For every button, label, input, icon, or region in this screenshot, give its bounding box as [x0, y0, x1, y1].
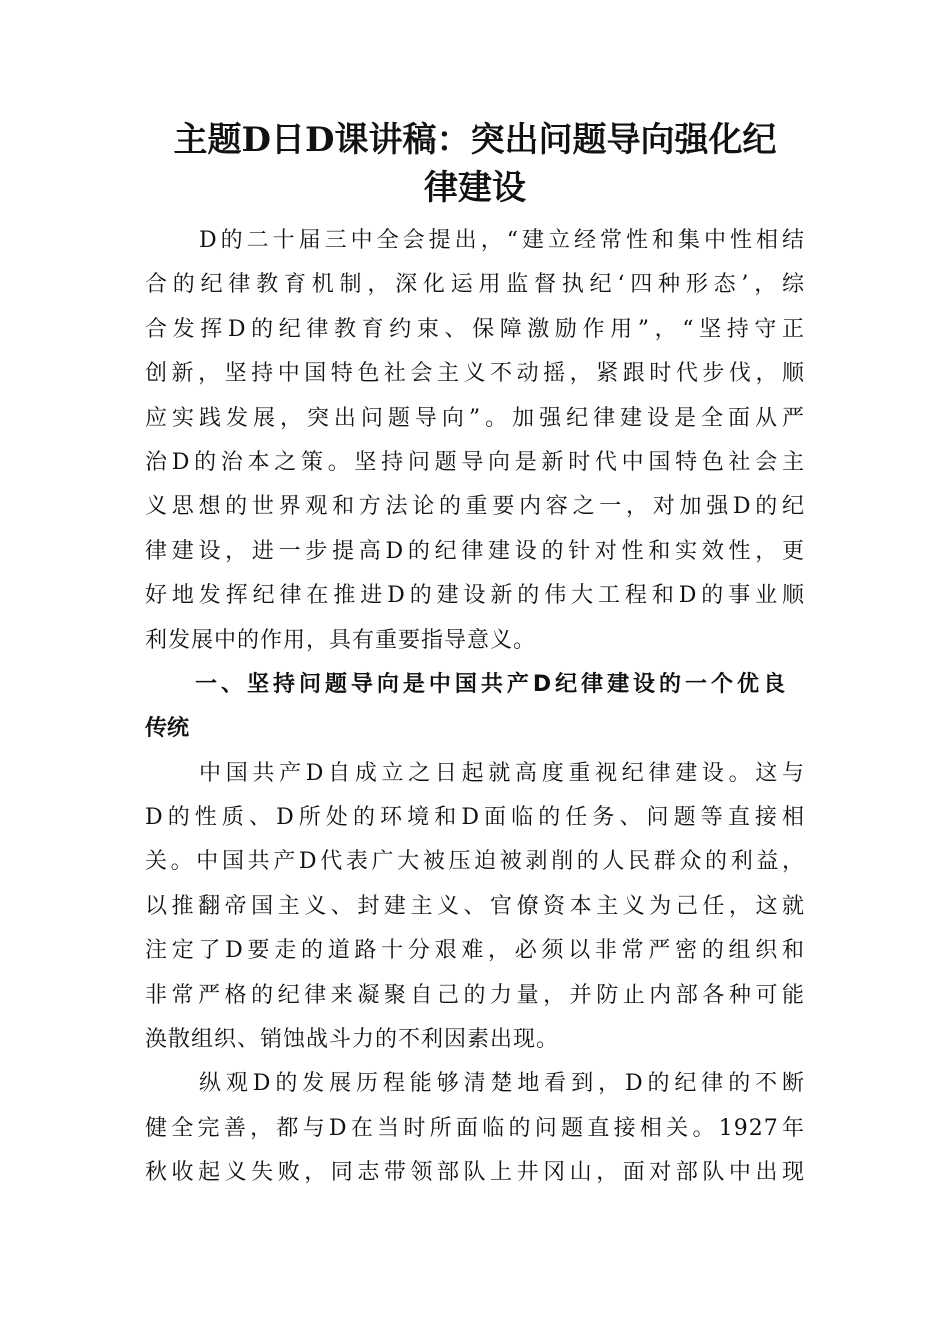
text-line: 合的纪律教育机制，深化运用监督执纪‘四种形态’，综 [145, 272, 805, 298]
title-line: 主题D日D课讲稿：突出问题导向强化纪 [173, 120, 777, 160]
text-line: 健全完善，都与D在当时所面临的问题直接相关。1927年 [145, 1115, 805, 1141]
section-heading [145, 663, 805, 752]
text-line: 应实践发展，突出问题导向”。加强纪律建设是全面从严 [145, 405, 805, 431]
text-line: 好地发挥纪律在推进D的建设新的伟大工程和D的事业顺 [145, 583, 805, 609]
text-line: D的二十届三中全会提出，“建立经常性和集中性相结 [199, 228, 805, 253]
document-body [145, 219, 805, 1196]
text-line: 治D的治本之策。坚持问题导向是新时代中国特色社会主 [145, 449, 805, 475]
text-line: 中国共产D自成立之日起就高度重视纪律建设。这与 [199, 760, 805, 786]
document-title [140, 116, 810, 212]
text-line: 以推翻帝国主义、封建主义、官僚资本主义为己任，这就 [145, 893, 805, 919]
text-line: 传统 [145, 716, 190, 742]
text-line: 秋收起义失败，同志带领部队上井冈山，面对部队中出现 [145, 1160, 805, 1186]
text-line: 一、坚持问题导向是中国共产D纪律建设的一个优良 [195, 671, 785, 697]
paragraph [145, 1062, 805, 1195]
text-line: 注定了D要走的道路十分艰难，必须以非常严密的组织和 [145, 938, 805, 964]
text-line: 纵观D的发展历程能够清楚地看到，D的纪律的不断 [199, 1071, 805, 1097]
paragraph [145, 219, 805, 663]
text-line: 合发挥D的纪律教育约束、保障激励作用”，“坚持守正 [145, 316, 805, 342]
text-line: 义思想的世界观和方法论的重要内容之一，对加强D的纪 [145, 494, 805, 520]
text-line: 利发展中的作用，具有重要指导意义。 [145, 627, 537, 653]
text-line: D的性质、D所处的环境和D面临的任务、问题等直接相 [145, 805, 805, 831]
text-line: 关。中国共产D代表广大被压迫被剥削的人民群众的利益， [145, 849, 805, 875]
text-line: 非常严格的纪律来凝聚自己的力量，并防止内部各种可能 [145, 982, 805, 1008]
text-line: 涣散组织、销蚀战斗力的不利因素出现。 [145, 1027, 560, 1053]
paragraph [145, 752, 805, 1063]
title-line: 律建设 [424, 168, 526, 208]
text-line: 律建设，进一步提高D的纪律建设的针对性和实效性，更 [145, 538, 805, 564]
text-line: 创新，坚持中国特色社会主义不动摇，紧跟时代步伐，顺 [145, 361, 805, 387]
